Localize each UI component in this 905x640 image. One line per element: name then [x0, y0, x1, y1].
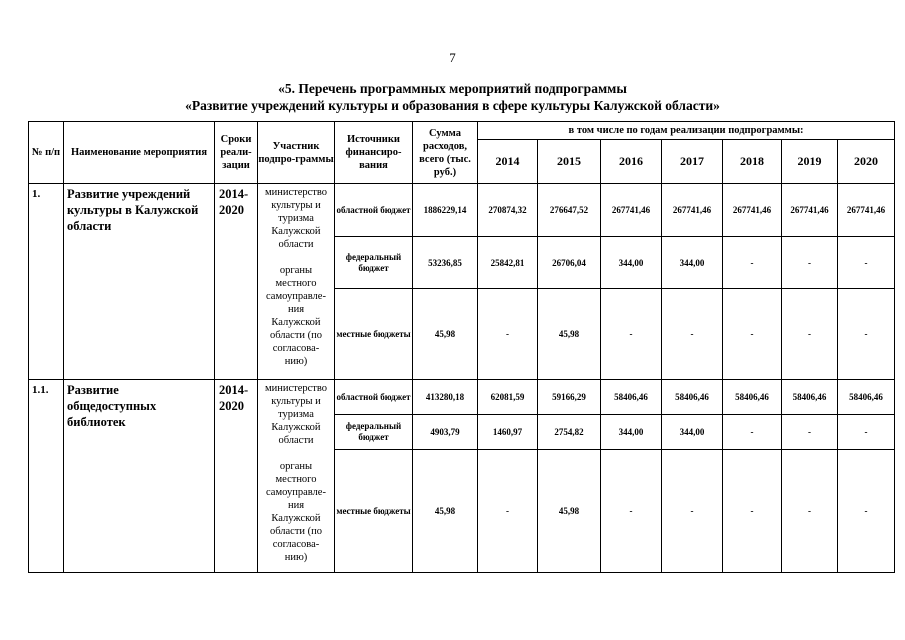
participant-line: органы	[279, 461, 313, 472]
year-value: -	[723, 289, 782, 380]
year-value: -	[662, 450, 723, 573]
year-value: 58406,46	[838, 380, 895, 415]
year-value: 2754,82	[538, 415, 601, 450]
header-year: 2017	[662, 140, 723, 184]
funding-source: федеральный бюджет	[335, 415, 413, 450]
header-participant: Участник подпро-граммы	[258, 122, 335, 184]
header-by-years: в том числе по годам реализации подпрограммы:	[478, 122, 895, 140]
participant-line: министерство	[264, 383, 328, 394]
year-value: 25842,81	[478, 237, 538, 289]
year-value: 344,00	[662, 415, 723, 450]
year-value: 267741,46	[723, 184, 782, 237]
total-sum: 413280,18	[413, 380, 478, 415]
year-value: 59166,29	[538, 380, 601, 415]
total-sum: 1886229,14	[413, 184, 478, 237]
year-value: 267741,46	[782, 184, 838, 237]
total-sum: 4903,79	[413, 415, 478, 450]
activity-name: Развитие общедоступных библиотек	[64, 380, 215, 573]
year-value: 45,98	[538, 289, 601, 380]
participant-line: самоуправле-	[266, 487, 326, 498]
year-value: 344,00	[662, 237, 723, 289]
section-title	[0, 80, 905, 114]
participant-line: ния	[287, 500, 305, 511]
activity-term: 2014-2020	[215, 184, 258, 380]
participant-line: Калужской	[271, 226, 321, 237]
participant-line: нию)	[284, 552, 308, 563]
year-value: 270874,32	[478, 184, 538, 237]
participant-line: области (по	[269, 526, 323, 537]
header-sum: Сумма расходов, всего (тыс. руб.)	[413, 122, 478, 184]
header-year: 2020	[838, 140, 895, 184]
participant-line: ния	[287, 304, 305, 315]
activity-participant	[258, 380, 335, 573]
year-value: -	[723, 450, 782, 573]
participant-line: органы	[279, 265, 313, 276]
participant-line: Калужской	[271, 422, 321, 433]
year-value: -	[782, 415, 838, 450]
participant-line	[259, 251, 333, 264]
participant-line: туризма	[278, 409, 314, 420]
header-year: 2018	[723, 140, 782, 184]
year-value: -	[782, 289, 838, 380]
table-row	[29, 184, 895, 237]
funding-source: местные бюджеты	[335, 289, 413, 380]
year-value: 267741,46	[601, 184, 662, 237]
participant-line: согласова-	[272, 539, 320, 550]
total-sum: 53236,85	[413, 237, 478, 289]
total-sum: 45,98	[413, 450, 478, 573]
table-row	[29, 380, 895, 415]
year-value: -	[782, 237, 838, 289]
participant-line: министерство	[264, 187, 328, 198]
participant-line: нию)	[284, 356, 308, 367]
year-value: 26706,04	[538, 237, 601, 289]
header-source: Источники финансиро-вания	[335, 122, 413, 184]
participant-line: области (по	[269, 330, 323, 341]
year-value: -	[478, 450, 538, 573]
year-value: 58406,46	[782, 380, 838, 415]
year-value: 1460,97	[478, 415, 538, 450]
page-number: 7	[449, 50, 456, 65]
year-value: 58406,46	[662, 380, 723, 415]
year-value: 58406,46	[723, 380, 782, 415]
participant-line: культуры и	[271, 396, 321, 407]
participant-line: согласова-	[272, 343, 320, 354]
total-sum: 45,98	[413, 289, 478, 380]
header-year: 2019	[782, 140, 838, 184]
year-value: -	[662, 289, 723, 380]
year-value: 62081,59	[478, 380, 538, 415]
participant-line	[259, 447, 333, 460]
funding-source: местные бюджеты	[335, 450, 413, 573]
participant-line: туризма	[278, 213, 314, 224]
year-value: 344,00	[601, 237, 662, 289]
year-value: -	[838, 289, 895, 380]
participant-line: местного	[275, 474, 317, 485]
year-value: 58406,46	[601, 380, 662, 415]
header-name: Наименование мероприятия	[64, 122, 215, 184]
year-value: 276647,52	[538, 184, 601, 237]
header-year: 2014	[478, 140, 538, 184]
year-value: 45,98	[538, 450, 601, 573]
year-value: 344,00	[601, 415, 662, 450]
participant-line: местного	[275, 278, 317, 289]
activity-participant	[258, 184, 335, 380]
funding-source: федеральный бюджет	[335, 237, 413, 289]
activity-term: 2014-2020	[215, 380, 258, 573]
participant-line: Калужской	[271, 513, 321, 524]
participant-line: Калужской	[271, 317, 321, 328]
title-line-1: «5. Перечень программных мероприятий подпрограммы	[278, 81, 627, 96]
participant-line: самоуправле-	[266, 291, 326, 302]
participant-line: культуры и	[271, 200, 321, 211]
header-year: 2016	[601, 140, 662, 184]
participant-line: области	[278, 239, 314, 250]
activity-name: Развитие учреждений культуры в Калужской области	[64, 184, 215, 380]
row-num: 1.	[29, 184, 64, 380]
year-value: -	[838, 237, 895, 289]
year-value: -	[601, 450, 662, 573]
year-value: -	[601, 289, 662, 380]
year-value: -	[838, 450, 895, 573]
funding-source: областной бюджет	[335, 184, 413, 237]
year-value: -	[723, 415, 782, 450]
title-line-2: «Развитие учреждений культуры и образования в сфере культуры Калужской области»	[185, 98, 720, 113]
year-value: 267741,46	[838, 184, 895, 237]
year-value: -	[478, 289, 538, 380]
year-value: 267741,46	[662, 184, 723, 237]
participant-line: области	[278, 435, 314, 446]
funding-source: областной бюджет	[335, 380, 413, 415]
program-activities-table	[28, 121, 895, 573]
row-num: 1.1.	[29, 380, 64, 573]
year-value: -	[723, 237, 782, 289]
header-num: № п/п	[29, 122, 64, 184]
year-value: -	[838, 415, 895, 450]
header-year: 2015	[538, 140, 601, 184]
year-value: -	[782, 450, 838, 573]
header-term: Сроки реали-зации	[215, 122, 258, 184]
